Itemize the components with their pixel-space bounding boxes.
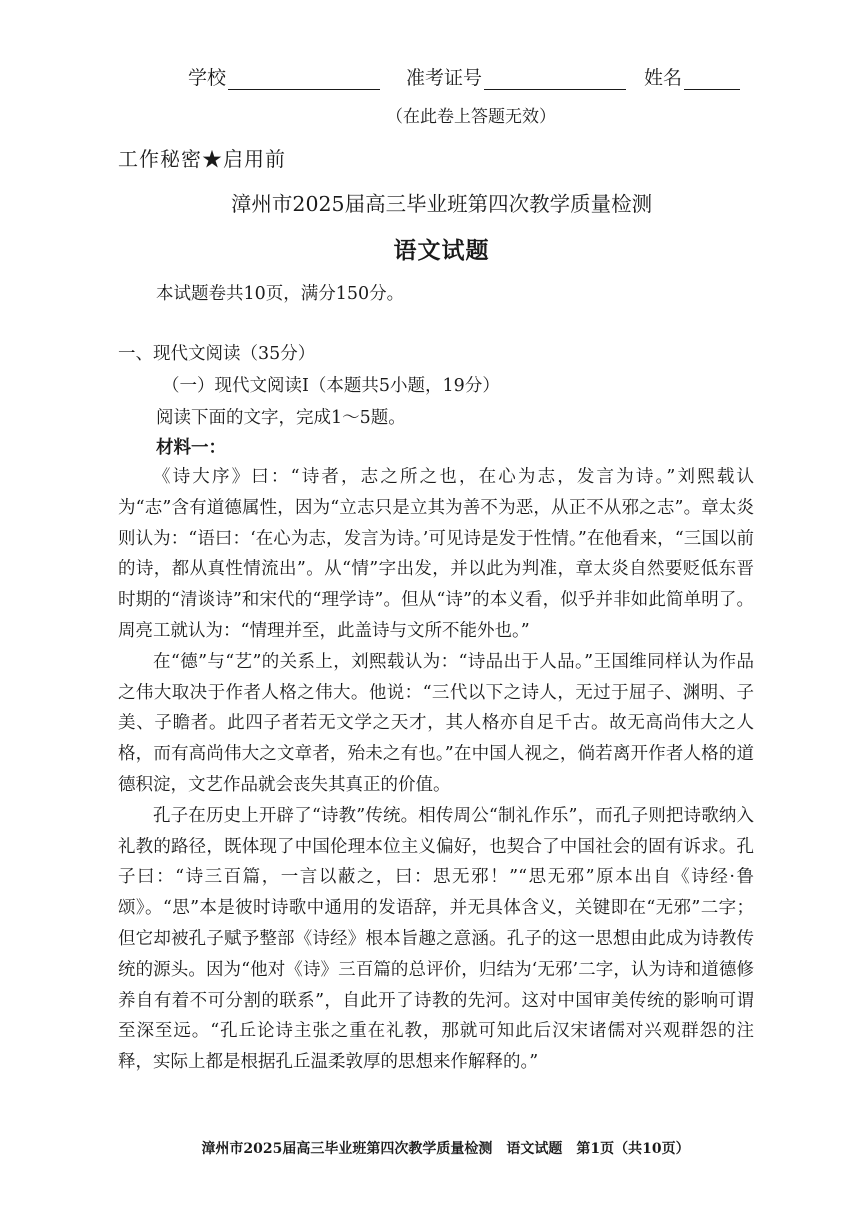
reading-passage: [118, 462, 754, 1078]
paper-intro: 本试题卷共10页，满分150分。: [156, 284, 405, 304]
exam-id-label: 准考证号: [406, 67, 483, 89]
page-footer: 漳州市2025届高三毕业班第四次教学质量检测 语文试题 第1页（共10页）: [201, 1141, 690, 1157]
subsection-heading: （一）现代文阅读Ⅰ（本题共5小题，19分）: [162, 376, 500, 396]
section-heading: 一、现代文阅读（35分）: [118, 344, 316, 364]
name-label: 姓名: [644, 67, 683, 89]
school-blank[interactable]: [228, 71, 380, 90]
exam-title: 漳州市2025届高三毕业班第四次教学质量检测: [230, 192, 653, 216]
subject-title: 语文试题: [393, 237, 490, 264]
exam-id-field[interactable]: [406, 63, 644, 90]
school-label: 学校: [188, 67, 227, 89]
paragraph: 在“德”与“艺”的关系上，刘熙载认为：“诗品出于人品。”王国维同样认为作品之伟大取决于作者人格之伟大。他说：“三代以下之诗人，无过于屈子、渊明、子美、子瞻者。此四子者若无文学之天才，其人格亦自足千古。故无高尚伟大之人格，而有高尚伟大之文章者，殆未之有也。”在中国人视之，倘若离开作者人格的道德积淀，文艺作品就会丧失其真正的价值。: [118, 651, 754, 795]
name-field[interactable]: [644, 63, 740, 90]
paragraph: 孔子在历史上开辟了“诗教”传统。相传周公“制礼作乐”，而孔子则把诗歌纳入礼教的路径，既体现了中国伦理本位主义偏好，也契合了中国社会的固有诉求。孔子曰：“诗三百篇，一言以蔽之，曰：思无邪！”“思无邪”原本出自《诗经·鲁颂》。“思”本是彼时诗歌中通用的发语辞，并无具体含义，关键即在“无邪”二字；但它却被孔子赋予整部《诗经》根本旨趣之意涵。孔子的这一思想由此成为诗教传统的源头。因为“他对《诗》三百篇的总评价，归结为‘无邪’二字，认为诗和道德修养自有着不可分割的联系”，自此开了诗教的先河。这对中国审美传统的影响可谓至深至远。“孔丘论诗主张之重在礼教，那就可知此后汉宋诸儒对兴观群怨的注释，实际上都是根据孔丘温柔敦厚的思想来作解释的。”: [118, 805, 754, 1073]
invalid-answer-notice: （在此卷上答题无效）: [386, 107, 556, 127]
reading-instruction: 阅读下面的文字，完成1～5题。: [156, 408, 406, 428]
school-field[interactable]: [188, 63, 406, 90]
material-label: 材料一：: [156, 438, 226, 458]
secret-mark: 工作秘密★启用前: [118, 147, 286, 171]
name-blank[interactable]: [684, 71, 740, 90]
candidate-info-row: [188, 64, 748, 90]
paragraph: 《诗大序》曰：“诗者，志之所之也，在心为志，发言为诗。”刘熙载认为“志”含有道德属性，因为“立志只是立其为善不为恶，从正不从邪之志”。章太炎则认为：“语曰：‘在心为志，发言为诗。’可见诗是发于性情。”在他看来，“三国以前的诗，都从真性情流出”。从“情”字出发，并以此为判准，章太炎自然要贬低东晋时期的“清谈诗”和宋代的“理学诗”。但从“诗”的本义看，似乎并非如此简单明了。周亮工就认为：“情理并至，此盖诗与文所不能外也。”: [118, 467, 754, 641]
exam-id-blank[interactable]: [484, 71, 626, 90]
